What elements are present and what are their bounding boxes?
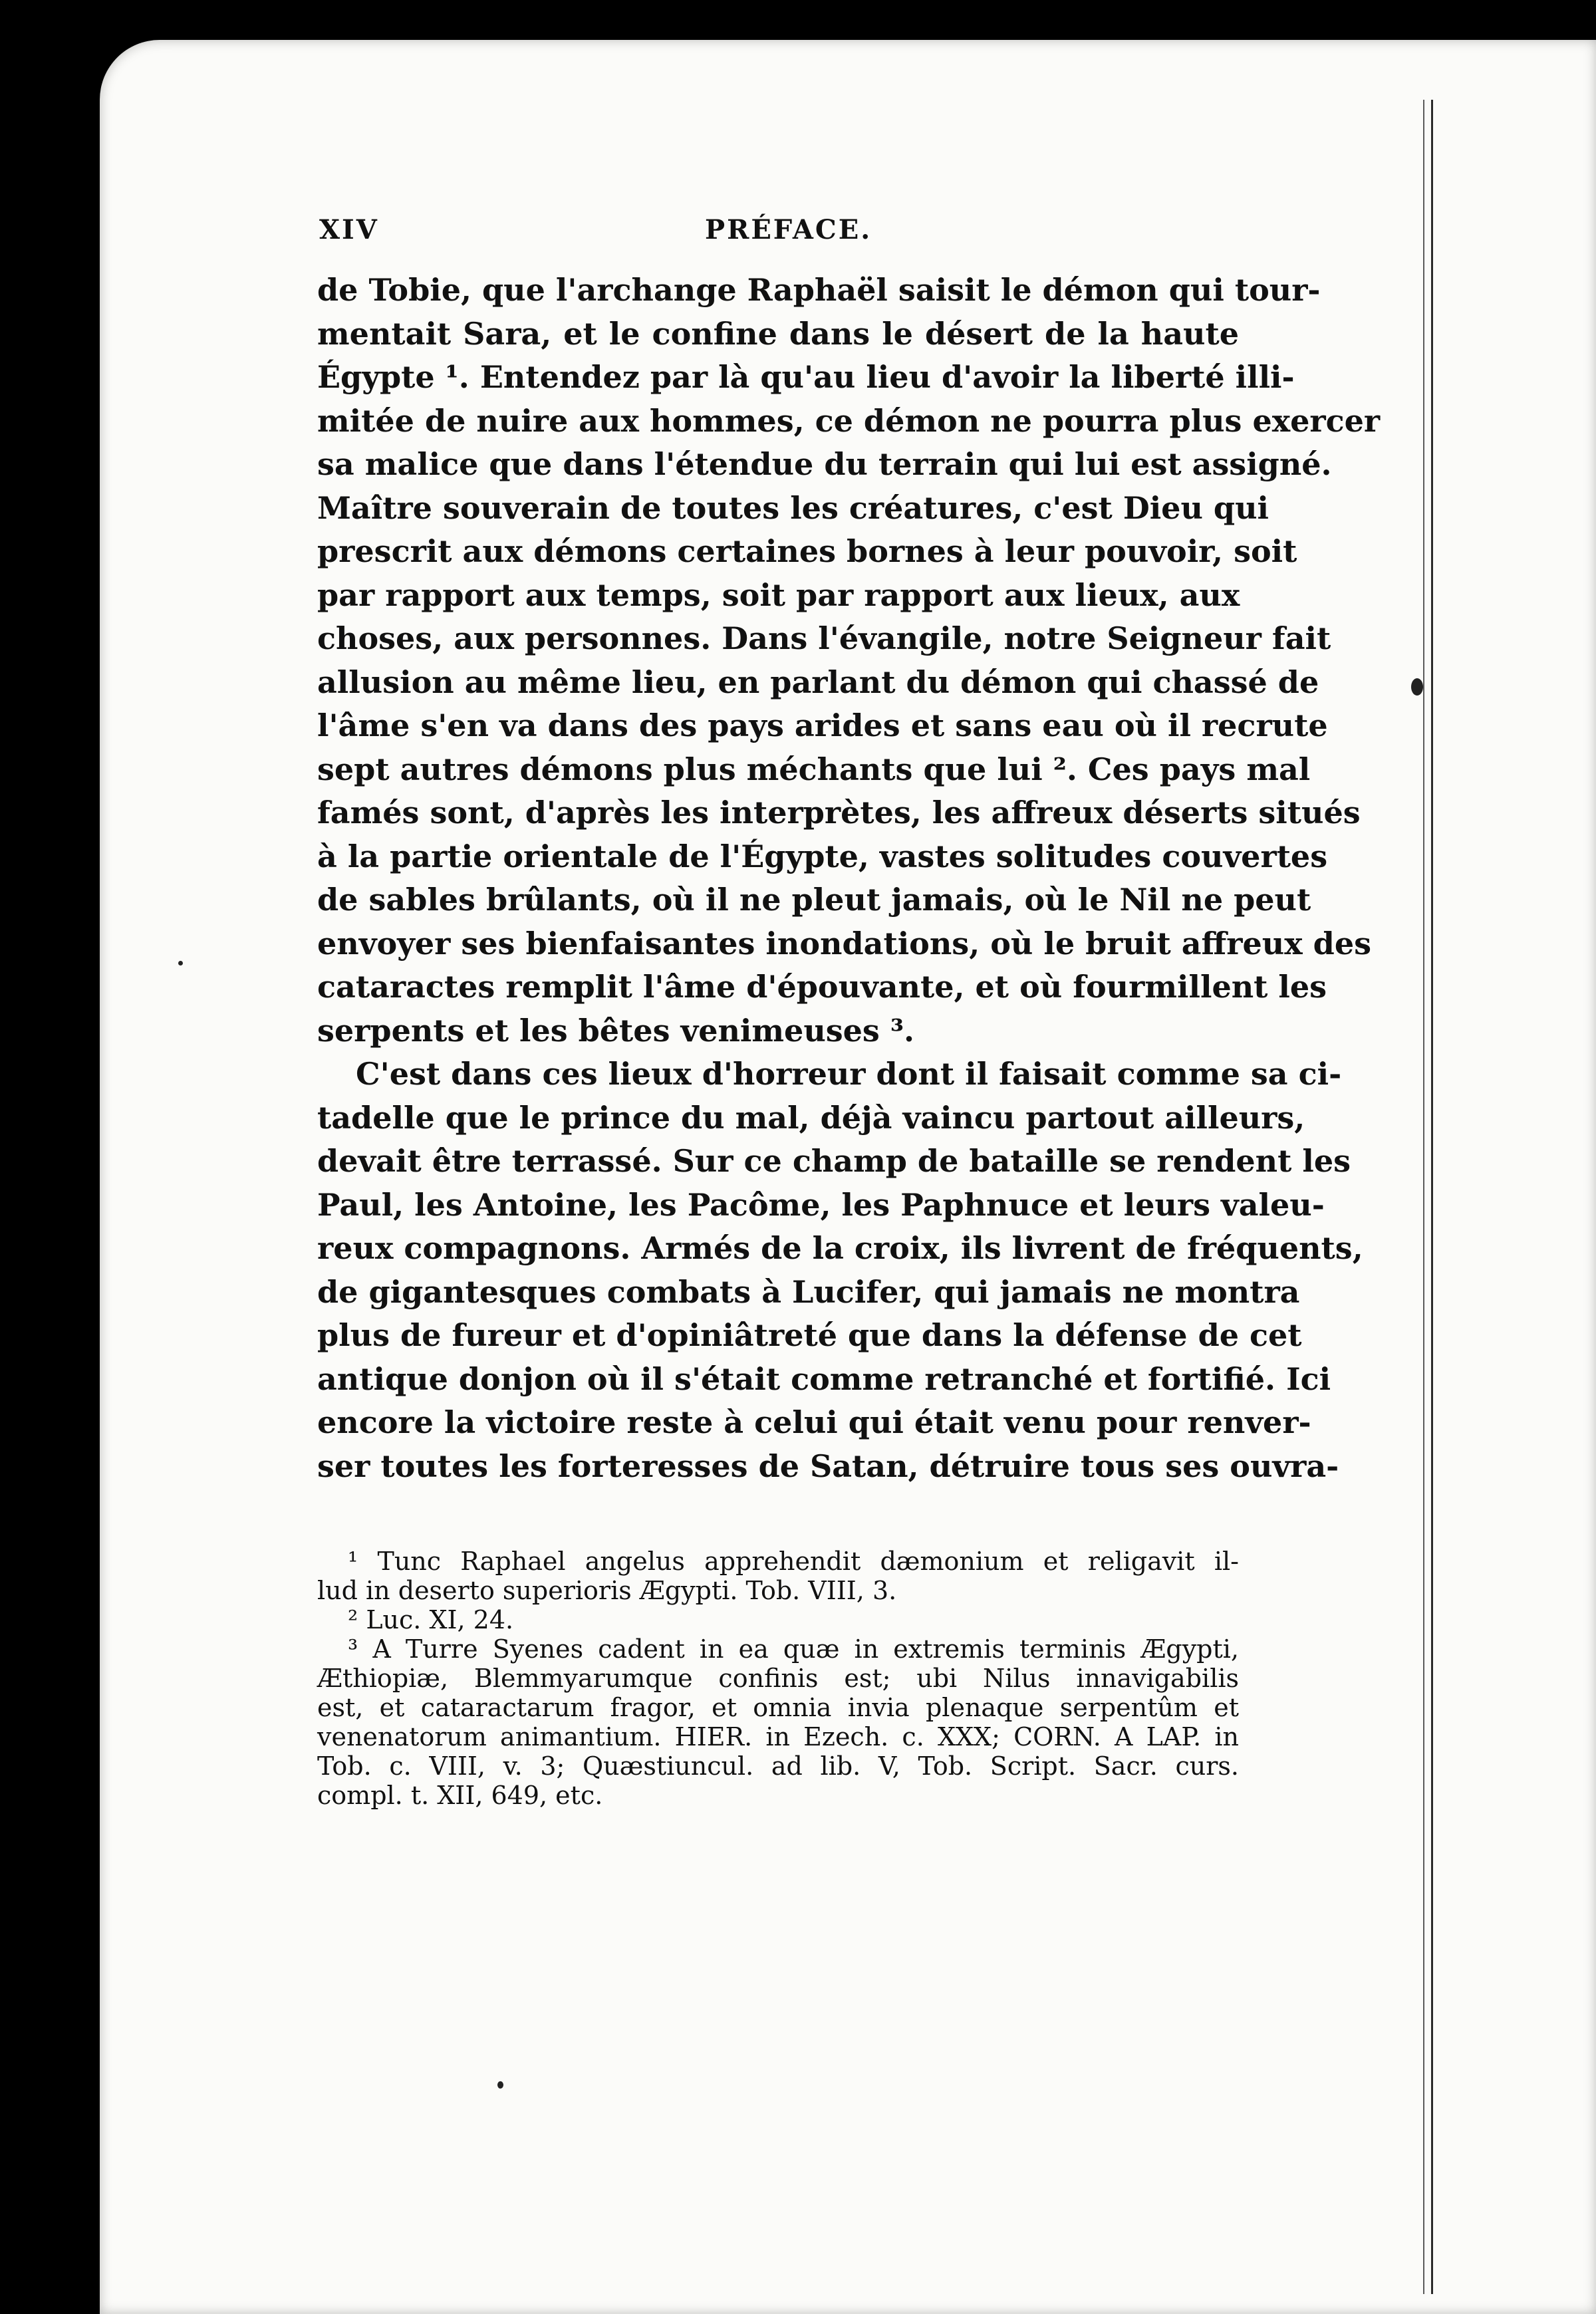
footnote-line: venenatorum animantium. HIER. in Ezech. c. XXX; CORN. A LAP. in [317, 1722, 1239, 1751]
text-line: Maître souverain de toutes les créatures, c'est Dieu qui [317, 489, 1269, 526]
footnote-line: est, et cataractarum fragor, et omnia invia plenaque serpentûm et [317, 1693, 1239, 1722]
footnote-line: ² Luc. XI, 24. [348, 1605, 514, 1634]
text-line: cataractes remplit l'âme d'épouvante, et où fourmillent les [317, 969, 1327, 1005]
ink-speck [178, 961, 183, 965]
text-line: par rapport aux temps, soit par rapport aux lieux, aux [317, 577, 1240, 613]
text-line: sept autres démons plus méchants que lui ². Ces pays mal [317, 751, 1311, 787]
footnote-line: compl. t. XII, 649, etc. [317, 1781, 603, 1810]
text-line: plus de fureur et d'opiniâtreté que dans la défense de cet [317, 1317, 1302, 1353]
text-line: de Tobie, que l'archange Raphaël saisit le démon qui tour- [317, 272, 1321, 308]
text-line: à la partie orientale de l'Égypte, vastes solitudes couvertes [317, 838, 1328, 874]
text-line: mentait Sara, et le confine dans le désert de la haute [317, 315, 1239, 352]
footnote-line: Æthiopiæ, Blemmyarumque confinis est; ubi Nilus innavigabilis [317, 1664, 1239, 1693]
text-line: prescrit aux démons certaines bornes à leur pouvoir, soit [317, 533, 1297, 569]
page-edge-line-inner [1423, 100, 1424, 2294]
ink-speck [497, 2081, 503, 2089]
text-line: antique donjon où il s'était comme retranché et fortifié. Ici [317, 1360, 1331, 1397]
running-title: PRÉFACE. [705, 214, 872, 245]
text-line: mitée de nuire aux hommes, ce démon ne pourra plus exercer [317, 402, 1381, 439]
text-line: reux compagnons. Armés de la croix, ils livrent de fréquents, [317, 1230, 1363, 1266]
text-line: choses, aux personnes. Dans l'évangile, notre Seigneur fait [317, 620, 1331, 656]
page-number: XIV [319, 214, 379, 245]
footnote-line: ¹ Tunc Raphael angelus apprehendit dæmonium et religavit il- [348, 1547, 1239, 1576]
text-line: tadelle que le prince du mal, déjà vaincu partout ailleurs, [317, 1099, 1305, 1136]
text-line: encore la victoire reste à celui qui était venu pour renver- [317, 1404, 1311, 1440]
footnote-line: ³ A Turre Syenes cadent in ea quæ in extremis terminis Ægypti, [348, 1634, 1239, 1664]
text-line: ser toutes les forteresses de Satan, détruire tous ses ouvra- [317, 1448, 1339, 1484]
page-header [319, 214, 1230, 254]
text-line: allusion au même lieu, en parlant du démon qui chassé de [317, 664, 1319, 700]
text-line: famés sont, d'après les interprètes, les affreux déserts situés [317, 795, 1361, 831]
text-line: de sables brûlants, où il ne pleut jamais, où le Nil ne peut [317, 882, 1311, 918]
footnotes [317, 1547, 1239, 1810]
text-line: C'est dans ces lieux d'horreur dont il faisait comme sa ci- [356, 1056, 1342, 1092]
text-line: sa malice que dans l'étendue du terrain qui lui est assigné. [317, 446, 1332, 482]
text-line: envoyer ses bienfaisantes inondations, où le bruit affreux des [317, 925, 1371, 962]
text-line: Égypte ¹. Entendez par là qu'au lieu d'avoir la liberté illi- [317, 359, 1295, 395]
main-text [317, 269, 1381, 1488]
page-edge-line [1431, 100, 1433, 2294]
text-line: l'âme s'en va dans des pays arides et sans eau où il recrute [317, 707, 1328, 743]
text-line: Paul, les Antoine, les Pacôme, les Paphnuce et leurs valeu- [317, 1186, 1325, 1223]
text-line: devait être terrassé. Sur ce champ de bataille se rendent les [317, 1143, 1351, 1179]
text-line: de gigantesques combats à Lucifer, qui jamais ne montra [317, 1273, 1300, 1310]
footnote-line: Tob. c. VIII, v. 3; Quæstiuncul. ad lib. V, Tob. Script. Sacr. curs. [317, 1751, 1239, 1781]
text-line: serpents et les bêtes venimeuses ³. [317, 1012, 915, 1049]
footnote-line: lud in deserto superioris Ægypti. Tob. VIII, 3. [317, 1576, 897, 1605]
ink-speck [1411, 678, 1423, 696]
